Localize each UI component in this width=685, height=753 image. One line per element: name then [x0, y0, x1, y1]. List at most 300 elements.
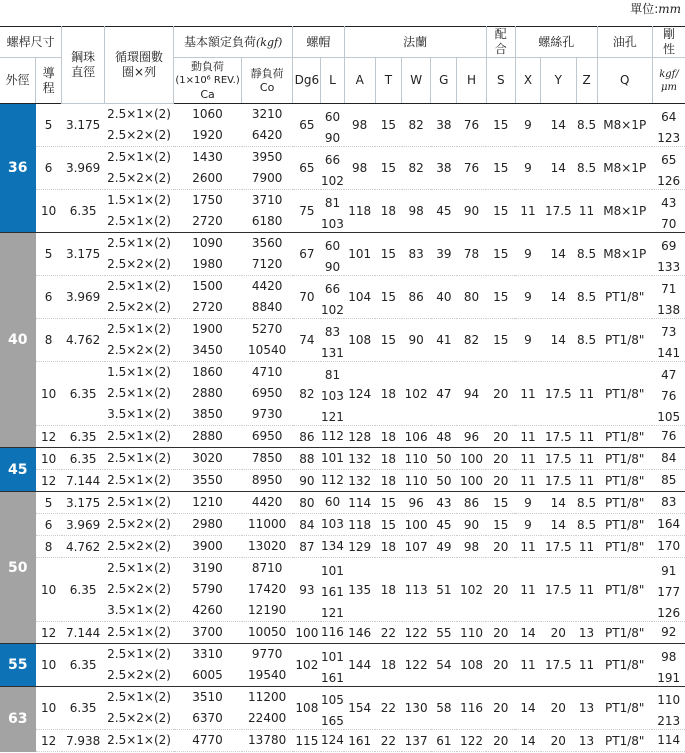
- cell-s: 20: [486, 687, 515, 730]
- cell-co: 11000: [242, 514, 293, 536]
- cell-a: 124: [344, 362, 375, 426]
- cell-dg6: 67: [293, 233, 321, 276]
- cell-ca: 3900: [174, 536, 242, 558]
- cell-dg6: 102: [293, 644, 321, 687]
- cell-dg6: 65: [293, 147, 321, 190]
- cell-rigidity: 110 213: [652, 687, 685, 730]
- cell-t: 18: [375, 426, 401, 448]
- cell-co: 6950: [242, 426, 293, 448]
- cell-l: 81 103 121: [321, 362, 344, 426]
- cell-y: 14: [541, 276, 577, 319]
- cell-co: 5270 10540: [242, 319, 293, 362]
- cell-a: 108: [344, 319, 375, 362]
- cell-x: 11: [515, 470, 540, 492]
- cell-dg6: 75: [293, 190, 321, 233]
- cell-a: 104: [344, 276, 375, 319]
- cell-z: 11: [576, 558, 597, 622]
- cell-s: 15: [486, 190, 515, 233]
- header-fit: 配合: [486, 27, 515, 58]
- cell-t: 15: [375, 147, 401, 190]
- cell-s: 20: [486, 558, 515, 622]
- outer-diameter-cell: 50: [0, 492, 36, 644]
- cell-t: 22: [375, 622, 401, 644]
- cell-w: 82: [402, 104, 431, 147]
- cell-rigidity: 73 141: [652, 319, 685, 362]
- cell-rigidity: 71 138: [652, 276, 685, 319]
- cell-x: 11: [515, 426, 540, 448]
- table-row: [0, 276, 685, 319]
- cell-z: 8.5: [576, 319, 597, 362]
- cell-y: 17.5: [541, 426, 577, 448]
- outer-diameter-cell: 40: [0, 233, 36, 448]
- cell-g: 55: [431, 622, 457, 644]
- cell-ball: 6.35: [62, 448, 105, 470]
- unit-prefix: 單位:: [630, 2, 659, 16]
- cell-lead: 10: [36, 644, 62, 687]
- cell-rigidity: 164: [652, 514, 685, 536]
- cell-lead: 5: [36, 492, 62, 514]
- header-oil-hole: 油孔: [597, 27, 652, 58]
- header-q: Q: [597, 58, 652, 104]
- header-outer-dia: 外徑: [0, 58, 36, 104]
- cell-rigidity: 92: [652, 622, 685, 644]
- cell-t: 15: [375, 276, 401, 319]
- header-rigidity-unit: kgf/μm: [652, 58, 685, 104]
- cell-q: PT1/8": [597, 448, 652, 470]
- cell-q: PT1/8": [597, 492, 652, 514]
- cell-a: 128: [344, 426, 375, 448]
- cell-s: 15: [486, 319, 515, 362]
- cell-co: 4710 6950 9730: [242, 362, 293, 426]
- cell-ball: 6.35: [62, 558, 105, 622]
- table-row: [0, 644, 685, 687]
- cell-rigidity: 43 70: [652, 190, 685, 233]
- cell-h: 76: [457, 104, 486, 147]
- cell-lead: 10: [36, 558, 62, 622]
- cell-s: 20: [486, 536, 515, 558]
- cell-co: 3950 7900: [242, 147, 293, 190]
- cell-lead: 10: [36, 687, 62, 730]
- cell-h: 90: [457, 190, 486, 233]
- cell-l: 101 161: [321, 644, 344, 687]
- cell-dg6: 82: [293, 362, 321, 426]
- cell-lead: 10: [36, 448, 62, 470]
- cell-rigidity: 76: [652, 426, 685, 448]
- cell-circ: 2.5×1×(2): [105, 622, 174, 644]
- cell-co: 8710 17420 12190: [242, 558, 293, 622]
- cell-y: 20: [541, 687, 577, 730]
- cell-co: 4420 8840: [242, 276, 293, 319]
- cell-lead: 6: [36, 147, 62, 190]
- header-lead: 導程: [36, 58, 62, 104]
- cell-circ: 2.5×1×(2) 2.5×2×(2): [105, 644, 174, 687]
- table-row: [0, 362, 685, 426]
- cell-w: 82: [402, 147, 431, 190]
- cell-q: PT1/8": [597, 426, 652, 448]
- cell-circ: 2.5×1×(2) 2.5×2×(2): [105, 147, 174, 190]
- cell-ball: 7.144: [62, 622, 105, 644]
- spec-table-body: [0, 104, 685, 752]
- cell-s: 15: [486, 233, 515, 276]
- cell-y: 17.5: [541, 190, 577, 233]
- cell-co: 3560 7120: [242, 233, 293, 276]
- cell-z: 11: [576, 470, 597, 492]
- cell-s: 20: [486, 470, 515, 492]
- cell-y: 17.5: [541, 362, 577, 426]
- cell-dg6: 100: [293, 622, 321, 644]
- cell-w: 130: [402, 687, 431, 730]
- cell-s: 15: [486, 514, 515, 536]
- cell-x: 9: [515, 147, 540, 190]
- cell-g: 41: [431, 319, 457, 362]
- outer-diameter-cell: 55: [0, 644, 36, 687]
- cell-circ: 2.5×1×(2): [105, 470, 174, 492]
- cell-circ: 2.5×1×(2) 2.5×2×(2) 3.5×1×(2): [105, 558, 174, 622]
- cell-x: 9: [515, 276, 540, 319]
- cell-w: 96: [402, 492, 431, 514]
- cell-x: 9: [515, 104, 540, 147]
- cell-t: 15: [375, 492, 401, 514]
- cell-q: PT1/8": [597, 362, 652, 426]
- cell-dg6: 70: [293, 276, 321, 319]
- cell-ball: 7.938: [62, 730, 105, 752]
- cell-z: 8.5: [576, 104, 597, 147]
- cell-l: 124: [321, 730, 344, 752]
- cell-t: 22: [375, 687, 401, 730]
- cell-co: 4420: [242, 492, 293, 514]
- cell-z: 8.5: [576, 233, 597, 276]
- cell-ball: 4.762: [62, 319, 105, 362]
- cell-s: 20: [486, 362, 515, 426]
- table-row: [0, 319, 685, 362]
- cell-w: 122: [402, 644, 431, 687]
- cell-ca: 1210: [174, 492, 242, 514]
- cell-y: 20: [541, 730, 577, 752]
- table-row: [0, 536, 685, 558]
- cell-ca: 1900 3450: [174, 319, 242, 362]
- cell-ball: 3.175: [62, 492, 105, 514]
- cell-co: 3710 6180: [242, 190, 293, 233]
- cell-ball: 6.35: [62, 426, 105, 448]
- header-s: S: [486, 58, 515, 104]
- table-row: [0, 558, 685, 622]
- cell-a: 135: [344, 558, 375, 622]
- cell-x: 9: [515, 492, 540, 514]
- cell-a: 154: [344, 687, 375, 730]
- cell-a: 132: [344, 448, 375, 470]
- cell-h: 100: [457, 470, 486, 492]
- cell-q: PT1/8": [597, 687, 652, 730]
- cell-q: PT1/8": [597, 730, 652, 752]
- cell-g: 47: [431, 362, 457, 426]
- table-row: [0, 687, 685, 730]
- cell-g: 40: [431, 276, 457, 319]
- cell-lead: 10: [36, 190, 62, 233]
- cell-ca: 2880: [174, 426, 242, 448]
- cell-dg6: 80: [293, 492, 321, 514]
- header-rigidity: 剛性: [652, 27, 685, 58]
- cell-rigidity: 85: [652, 470, 685, 492]
- cell-h: 110: [457, 622, 486, 644]
- cell-y: 17.5: [541, 644, 577, 687]
- cell-lead: 12: [36, 470, 62, 492]
- cell-co: 3210 6420: [242, 104, 293, 147]
- header-a: A: [344, 58, 375, 104]
- cell-a: 114: [344, 492, 375, 514]
- cell-ca: 4770: [174, 730, 242, 752]
- cell-x: 11: [515, 362, 540, 426]
- cell-g: 51: [431, 558, 457, 622]
- cell-g: 43: [431, 492, 457, 514]
- cell-z: 13: [576, 687, 597, 730]
- cell-rigidity: 65 126: [652, 147, 685, 190]
- cell-ball: 6.35: [62, 687, 105, 730]
- cell-l: 101 161 121: [321, 558, 344, 622]
- cell-z: 13: [576, 622, 597, 644]
- cell-z: 8.5: [576, 276, 597, 319]
- cell-g: 45: [431, 514, 457, 536]
- header-flange: 法蘭: [344, 27, 486, 58]
- cell-circ: 2.5×1×(2) 2.5×2×(2): [105, 687, 174, 730]
- header-y: Y: [541, 58, 577, 104]
- cell-w: 122: [402, 622, 431, 644]
- cell-lead: 8: [36, 536, 62, 558]
- cell-w: 110: [402, 448, 431, 470]
- cell-rigidity: 47 76 105: [652, 362, 685, 426]
- cell-ca: 1750 2720: [174, 190, 242, 233]
- cell-q: PT1/8": [597, 622, 652, 644]
- cell-rigidity: 83: [652, 492, 685, 514]
- unit-label: [0, 0, 681, 18]
- table-row: [0, 730, 685, 752]
- cell-ball: 3.175: [62, 104, 105, 147]
- cell-z: 8.5: [576, 492, 597, 514]
- cell-y: 14: [541, 147, 577, 190]
- cell-h: 102: [457, 558, 486, 622]
- cell-g: 61: [431, 730, 457, 752]
- cell-s: 20: [486, 426, 515, 448]
- cell-ca: 3510 6370: [174, 687, 242, 730]
- cell-ca: 3190 5790 4260: [174, 558, 242, 622]
- cell-t: 18: [375, 190, 401, 233]
- cell-l: 105 165: [321, 687, 344, 730]
- header-w: W: [402, 58, 431, 104]
- cell-y: 14: [541, 104, 577, 147]
- cell-ball: 3.969: [62, 147, 105, 190]
- cell-co: 11200 22400: [242, 687, 293, 730]
- cell-x: 14: [515, 730, 540, 752]
- table-row: [0, 492, 685, 514]
- cell-g: 39: [431, 233, 457, 276]
- cell-circ: 2.5×2×(2): [105, 514, 174, 536]
- cell-h: 96: [457, 426, 486, 448]
- cell-t: 15: [375, 104, 401, 147]
- cell-s: 20: [486, 730, 515, 752]
- cell-h: 94: [457, 362, 486, 426]
- cell-q: PT1/8": [597, 319, 652, 362]
- header-nut: 螺帽: [293, 27, 344, 58]
- cell-x: 9: [515, 514, 540, 536]
- cell-z: 11: [576, 536, 597, 558]
- cell-lead: 5: [36, 104, 62, 147]
- cell-h: 86: [457, 492, 486, 514]
- cell-t: 18: [375, 362, 401, 426]
- cell-co: 13780: [242, 730, 293, 752]
- cell-dg6: 86: [293, 426, 321, 448]
- table-row: [0, 426, 685, 448]
- cell-g: 38: [431, 104, 457, 147]
- cell-l: 83 131: [321, 319, 344, 362]
- cell-l: 60 90: [321, 233, 344, 276]
- cell-co: 9770 19540: [242, 644, 293, 687]
- cell-w: 100: [402, 514, 431, 536]
- table-row: [0, 622, 685, 644]
- cell-ca: 1500 2720: [174, 276, 242, 319]
- header-screw-hole: 螺絲孔: [515, 27, 597, 58]
- cell-t: 18: [375, 536, 401, 558]
- cell-z: 13: [576, 730, 597, 752]
- cell-q: PT1/8": [597, 276, 652, 319]
- cell-a: 132: [344, 470, 375, 492]
- cell-g: 49: [431, 536, 457, 558]
- cell-ca: 2980: [174, 514, 242, 536]
- table-row: [0, 448, 685, 470]
- table-row: [0, 190, 685, 233]
- cell-circ: 2.5×1×(2) 2.5×2×(2): [105, 319, 174, 362]
- cell-y: 17.5: [541, 448, 577, 470]
- cell-l: 60: [321, 492, 344, 514]
- cell-h: 116: [457, 687, 486, 730]
- cell-h: 78: [457, 233, 486, 276]
- cell-h: 80: [457, 276, 486, 319]
- cell-ca: 3310 6005: [174, 644, 242, 687]
- cell-lead: 5: [36, 233, 62, 276]
- cell-ball: 6.35: [62, 190, 105, 233]
- cell-x: 11: [515, 448, 540, 470]
- cell-h: 108: [457, 644, 486, 687]
- cell-dg6: 108: [293, 687, 321, 730]
- cell-lead: 12: [36, 622, 62, 644]
- cell-lead: 12: [36, 730, 62, 752]
- cell-w: 102: [402, 362, 431, 426]
- cell-w: 113: [402, 558, 431, 622]
- cell-circ: 2.5×2×(2): [105, 536, 174, 558]
- cell-w: 107: [402, 536, 431, 558]
- cell-h: 98: [457, 536, 486, 558]
- cell-l: 103: [321, 514, 344, 536]
- cell-h: 100: [457, 448, 486, 470]
- cell-a: 144: [344, 644, 375, 687]
- cell-x: 11: [515, 644, 540, 687]
- cell-g: 38: [431, 147, 457, 190]
- header-load: 基本額定負荷(kgf): [174, 27, 293, 58]
- cell-s: 15: [486, 492, 515, 514]
- cell-circ: 1.5×1×(2) 2.5×1×(2): [105, 190, 174, 233]
- unit-value: mm: [658, 2, 681, 16]
- cell-dg6: 65: [293, 104, 321, 147]
- cell-g: 58: [431, 687, 457, 730]
- cell-a: 101: [344, 233, 375, 276]
- cell-q: M8×1P: [597, 147, 652, 190]
- cell-ca: 3550: [174, 470, 242, 492]
- cell-x: 11: [515, 536, 540, 558]
- cell-h: 76: [457, 147, 486, 190]
- header-z: Z: [576, 58, 597, 104]
- cell-z: 11: [576, 190, 597, 233]
- cell-q: M8×1P: [597, 190, 652, 233]
- cell-g: 45: [431, 190, 457, 233]
- cell-l: 112: [321, 470, 344, 492]
- cell-rigidity: 98 191: [652, 644, 685, 687]
- cell-l: 66 102: [321, 147, 344, 190]
- cell-circ: 2.5×1×(2): [105, 492, 174, 514]
- cell-dg6: 115: [293, 730, 321, 752]
- header-g: G: [431, 58, 457, 104]
- cell-s: 15: [486, 276, 515, 319]
- cell-x: 11: [515, 558, 540, 622]
- header-stat-load: 靜負荷 Co: [242, 58, 293, 104]
- cell-dg6: 87: [293, 536, 321, 558]
- cell-t: 18: [375, 448, 401, 470]
- cell-co: 7850: [242, 448, 293, 470]
- cell-co: 8950: [242, 470, 293, 492]
- header-h: H: [457, 58, 486, 104]
- cell-ca: 1090 1980: [174, 233, 242, 276]
- header-dg6: Dg6: [293, 58, 321, 104]
- cell-q: PT1/8": [597, 536, 652, 558]
- cell-a: 98: [344, 104, 375, 147]
- cell-t: 15: [375, 233, 401, 276]
- cell-w: 83: [402, 233, 431, 276]
- header-l: L: [321, 58, 344, 104]
- cell-l: 112: [321, 426, 344, 448]
- cell-a: 146: [344, 622, 375, 644]
- ballscrew-spec-table: [0, 26, 685, 752]
- cell-ball: 6.35: [62, 362, 105, 426]
- cell-lead: 12: [36, 426, 62, 448]
- cell-q: PT1/8": [597, 514, 652, 536]
- cell-l: 66 102: [321, 276, 344, 319]
- outer-diameter-cell: 45: [0, 448, 36, 492]
- cell-z: 8.5: [576, 147, 597, 190]
- cell-l: 81 103: [321, 190, 344, 233]
- cell-a: 129: [344, 536, 375, 558]
- cell-q: M8×1P: [597, 233, 652, 276]
- cell-y: 14: [541, 492, 577, 514]
- cell-co: 10050: [242, 622, 293, 644]
- cell-ca: 3020: [174, 448, 242, 470]
- table-row: [0, 514, 685, 536]
- cell-z: 11: [576, 644, 597, 687]
- cell-g: 48: [431, 426, 457, 448]
- cell-a: 118: [344, 190, 375, 233]
- table-row: [0, 104, 685, 147]
- cell-q: PT1/8": [597, 644, 652, 687]
- cell-g: 54: [431, 644, 457, 687]
- cell-ca: 1060 1920: [174, 104, 242, 147]
- cell-q: PT1/8": [597, 470, 652, 492]
- cell-l: 134: [321, 536, 344, 558]
- cell-z: 11: [576, 426, 597, 448]
- cell-ball: 7.144: [62, 470, 105, 492]
- cell-circ: 2.5×1×(2): [105, 426, 174, 448]
- header-x: X: [515, 58, 540, 104]
- cell-ball: 3.969: [62, 276, 105, 319]
- cell-rigidity: 91 177 126: [652, 558, 685, 622]
- cell-dg6: 90: [293, 470, 321, 492]
- cell-ball: 4.762: [62, 536, 105, 558]
- cell-l: 101: [321, 448, 344, 470]
